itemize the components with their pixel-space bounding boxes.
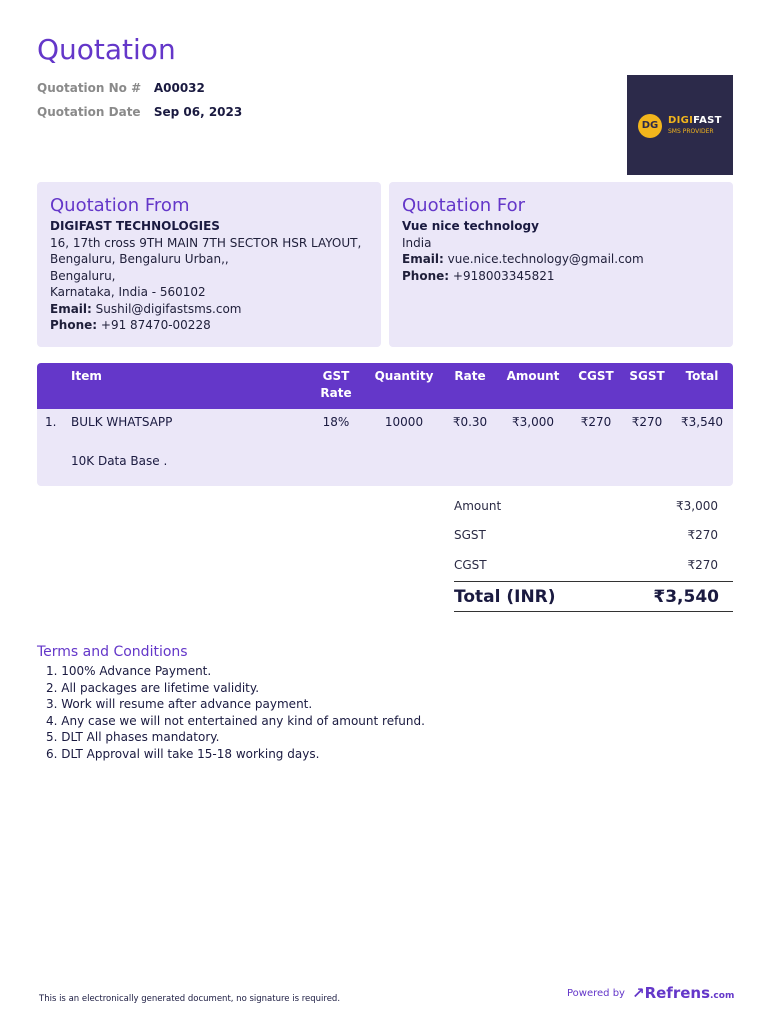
from-email: Email: Sushil@digifastsms.com [50,301,242,316]
quotation-number-value: A00032 [153,81,205,95]
list-item: 2. All packages are lifetime validity. [46,680,260,695]
header-amount: Amount [506,369,560,383]
row-cgst: ₹270 [580,415,612,429]
summary-amount-row [454,499,718,513]
row-rate: ₹0.30 [452,415,488,429]
summary-total-value: ₹3,540 [653,587,719,607]
header-cgst: CGST [578,369,614,383]
list-item: 3. Work will resume after advance payment. [46,697,313,711]
header-gst: GST [322,369,350,383]
from-address-line: Bengaluru, [50,268,116,283]
from-address-line: Karnataka, India - 560102 [50,285,206,299]
header-rate: Rate [454,369,486,383]
refrens-icon: ↗ [632,984,645,1002]
for-country: India [402,235,432,250]
summary-sgst-label: SGST [454,528,486,542]
row-item-description: 10K Data Base . [71,454,168,468]
list-item: 6. DLT Approval will take 15-18 working days. [46,746,320,761]
row-total: ₹3,540 [681,415,723,429]
page-title: Quotation [37,33,176,66]
row-amount: ₹3,000 [512,415,554,429]
quotation-date-label: Quotation Date [37,105,141,119]
logo-initials: DG [638,114,662,138]
quotation-date-row [37,105,242,119]
row-index: 1. [45,415,57,429]
for-email: Email: vue.nice.technology@gmail.com [402,252,644,266]
summary-cgst-row [454,558,718,572]
for-company-name: Vue nice technology [402,219,539,233]
company-logo [627,75,733,175]
from-company-name: DIGIFAST TECHNOLOGIES [50,219,220,233]
header-quantity: Quantity [374,369,434,383]
header-gst-rate: Rate [320,386,352,400]
row-sgst: ₹270 [631,415,663,429]
for-phone: Phone: +918003345821 [402,268,555,283]
summary-cgst-label: CGST [454,558,487,572]
summary-cgst-value: ₹270 [687,558,718,572]
from-address-line: 16, 17th cross 9TH MAIN 7TH SECTOR HSR LAYOUT, [50,235,362,250]
table-row [37,409,733,486]
terms-list [46,663,425,762]
row-item-name: BULK WHATSAPP [71,415,173,429]
quotation-from-title: Quotation From [50,195,190,216]
quotation-number-label: Quotation No # [37,81,142,95]
from-phone: Phone: +91 87470-00228 [50,318,211,332]
logo-name: DIGIFAST [668,115,722,126]
summary-total-label: Total (INR) [454,587,556,607]
footer-note: This is an electronically generated document, no signature is required. [39,994,341,1004]
logo-subtitle: SMS PROVIDER [668,128,714,135]
summary-sgst-value: ₹270 [687,528,718,542]
quotation-for-card [389,182,733,347]
header-item: Item [71,369,102,383]
list-item: 5. DLT All phases mandatory. [46,730,220,744]
summary-total-row [454,581,733,612]
row-quantity: 10000 [384,415,424,429]
quotation-date-value: Sep 06, 2023 [153,105,243,119]
summary-amount-label: Amount [454,499,502,513]
header-sgst: SGST [629,369,665,383]
refrens-logo[interactable]: ↗Refrens.com [632,984,735,1002]
header-total: Total [685,369,719,383]
powered-by-label: Powered by [567,988,625,999]
terms-title: Terms and Conditions [37,644,188,660]
quotation-from-card [37,182,381,347]
list-item: 4. Any case we will not entertained any kind of amount refund. [46,713,425,728]
from-address-line: Bengaluru, Bengaluru Urban,, [50,252,229,266]
summary-sgst-row [454,528,718,542]
quotation-for-title: Quotation For [402,195,526,216]
list-item: 1. 100% Advance Payment. [46,664,212,678]
quotation-number-row [37,81,205,95]
summary-amount-value: ₹3,000 [676,499,718,513]
items-table-header [37,363,733,409]
row-gst-rate: 18% [322,415,350,429]
